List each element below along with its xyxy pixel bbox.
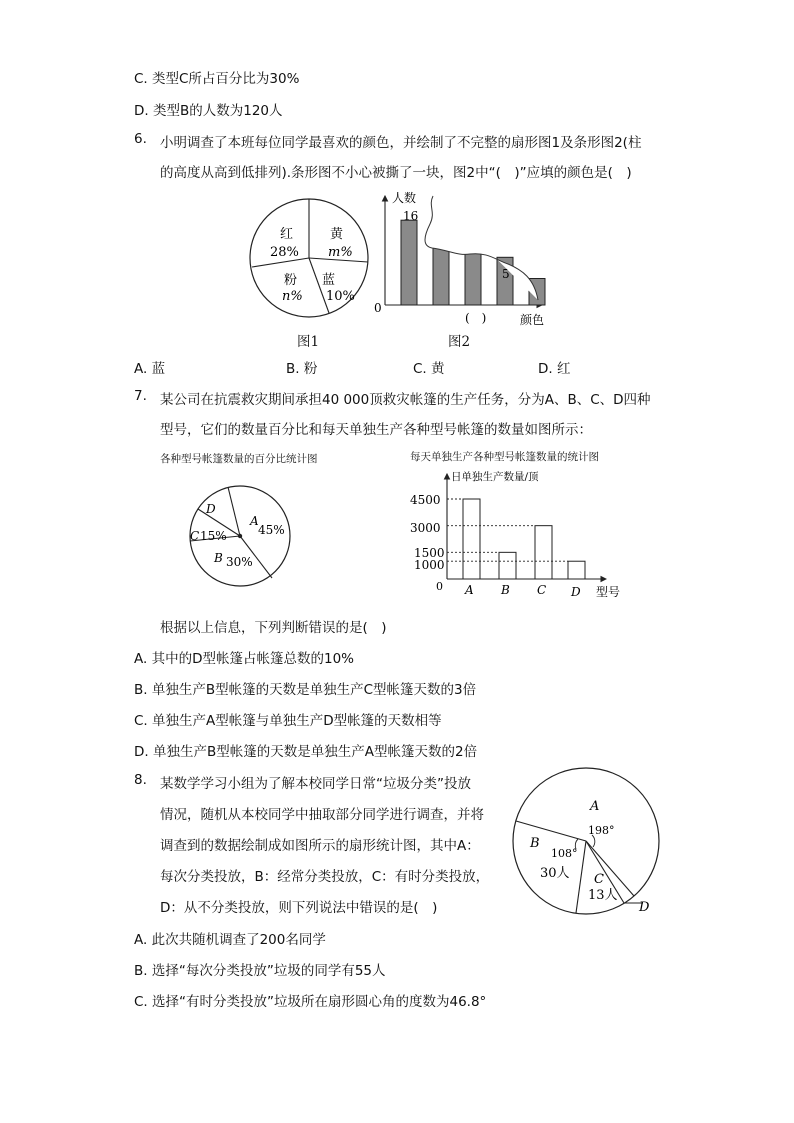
- q7-pie-a-pct: 45%: [258, 523, 285, 537]
- q8-pie-c-count: 13人: [588, 888, 618, 903]
- q7-tick-1000: 1000: [414, 558, 445, 572]
- q7-bar-xlabel: 型号: [596, 585, 621, 599]
- q7-option-c: C. 单独生产A型帐篷与单独生产D型帐篷的天数相等: [134, 713, 442, 729]
- q6-option-d: D. 红: [538, 361, 571, 377]
- q6-bar-0: [401, 220, 417, 305]
- pie-red-pct: 28%: [270, 245, 299, 260]
- q8-pie-angle-b: 108°: [551, 847, 578, 860]
- q7-stem-line1: 某公司在抗震救灾期间承担40 000顶救灾帐篷的生产任务，分为A、B、C、D四种: [160, 392, 651, 408]
- q7-prompt: 根据以上信息，下列判断错误的是( ): [160, 620, 387, 636]
- q8-stem-line5: D：从不分类投放，则下列说法中错误的是( ): [160, 900, 438, 916]
- q6-option-c: C. 黄: [413, 361, 445, 377]
- q7-pie-d: D: [206, 502, 216, 516]
- pie-yellow-label: 黄: [330, 227, 344, 242]
- q8-stem-line4: 每次分类投放，B：经常分类投放，C：有时分类投放，: [160, 869, 490, 885]
- q8-pie-b: B: [530, 836, 540, 851]
- q6-bar-label-5: 5: [502, 267, 510, 281]
- q6-bar-1: [433, 247, 449, 305]
- q7-option-b: B. 单独生产B型帐篷的天数是单独生产C型帐篷天数的3倍: [134, 682, 477, 698]
- q5-option-c: C. 类型C所占百分比为30%: [134, 71, 300, 87]
- q7-pie-chart: [186, 484, 296, 594]
- q7-pie-a: A: [250, 514, 259, 528]
- q8-pie-chart: [510, 765, 670, 925]
- q7-tick-1500: 1500: [414, 546, 445, 560]
- q7-pie-b: B: [214, 551, 223, 565]
- q8-option-c: C. 选择“有时分类投放”垃圾所在扇形圆心角的度数为46.8°: [134, 994, 487, 1010]
- q6-number: 6.: [134, 131, 147, 147]
- q7-pie-c-pct: 15%: [200, 529, 227, 543]
- q7-stem-line2: 型号，它们的数量百分比和每天单独生产各种型号帐篷的数量如图所示：: [160, 422, 592, 438]
- q7-bar-C: [535, 526, 552, 579]
- q7-pie-b-pct: 30%: [226, 555, 253, 569]
- q7-pie-c: C: [190, 529, 200, 543]
- q7-bar-chart: [400, 468, 620, 598]
- q7-tick-4500: 4500: [410, 493, 441, 507]
- q8-stem-line1: 某数学学习小组为了解本校同学日常“垃圾分类”投放: [160, 776, 471, 792]
- q8-stem-line3: 调查到的数据绘制成如图所示的扇形统计图，其中A：: [160, 838, 480, 854]
- q6-bar-label-16: 16: [403, 209, 419, 223]
- q6-bar-ylabel: 人数: [392, 191, 417, 205]
- q6-options: [134, 357, 694, 375]
- pie-blue-label: 蓝: [322, 273, 336, 288]
- pie-blue-pct: 10%: [326, 289, 355, 304]
- pie-pink-label: 粉: [284, 273, 298, 288]
- pie-red-label: 红: [280, 227, 294, 242]
- q6-bar-chart: [370, 190, 545, 325]
- q8-pie-b-count: 30人: [540, 866, 570, 881]
- q6-bar-xlabel: 颜色: [520, 313, 545, 327]
- q6-pie-chart: [248, 196, 378, 336]
- q6-option-b: B. 粉: [286, 361, 318, 377]
- q7-cat-a: A: [465, 583, 474, 597]
- q7-option-d: D. 单独生产B型帐篷的天数是单独生产A型帐篷天数的2倍: [134, 744, 478, 760]
- q7-pie-title: 各种型号帐篷数量的百分比统计图: [160, 453, 318, 465]
- q7-bar-D: [568, 561, 585, 579]
- q6-bars: [401, 220, 545, 305]
- q6-fig1-caption: 图1: [297, 334, 320, 350]
- q6-fig2-caption: 图2: [448, 334, 471, 350]
- q6-stem-line1: 小明调查了本班每位同学最喜欢的颜色，并绘制了不完整的扇形图1及条形图2(柱: [160, 135, 642, 151]
- q7-bar-title: 每天单独生产各种型号帐篷数量的统计图: [410, 451, 599, 463]
- q8-option-b: B. 选择“每次分类投放”垃圾的同学有55人: [134, 963, 386, 979]
- q6-bar-origin: 0: [374, 301, 382, 315]
- q6-bar-blank: ( ): [465, 311, 487, 325]
- q7-cat-b: B: [501, 583, 510, 597]
- q7-option-a: A. 其中的D型帐篷占帐篷总数的10%: [134, 651, 354, 667]
- q8-stem-line2: 情况，随机从本校同学中抽取部分同学进行调查，并将: [160, 807, 484, 823]
- q8-pie-d: D: [639, 900, 650, 915]
- q7-tick-3000: 3000: [410, 521, 441, 535]
- q8-pie-c: C: [594, 872, 604, 887]
- q7-bar-B: [499, 552, 516, 579]
- q6-bar-2: [465, 252, 481, 305]
- q8-option-a: A. 此次共随机调查了200名同学: [134, 932, 326, 948]
- q8-pie-a: A: [590, 799, 600, 814]
- q6-stem-line2: 的高度从高到低排列).条形图不小心被撕了一块，图2中“( )”应填的颜色是( ): [160, 165, 632, 181]
- q7-bar-A: [463, 499, 480, 579]
- q7-bar-origin: 0: [436, 580, 443, 593]
- pie-yellow-pct: m%: [328, 245, 353, 260]
- q8-pie-angle-a: 198°: [588, 824, 615, 837]
- q7-bar-ylabel: 日单独生产数量/顶: [451, 471, 539, 483]
- q7-cat-d: D: [571, 585, 581, 599]
- q7-cat-c: C: [537, 583, 547, 597]
- q8-number: 8.: [134, 772, 147, 788]
- q5-option-d: D. 类型B的人数为120人: [134, 103, 283, 119]
- q6-option-a: A. 蓝: [134, 361, 166, 377]
- q7-number: 7.: [134, 388, 147, 404]
- pie-pink-pct: n%: [282, 289, 303, 304]
